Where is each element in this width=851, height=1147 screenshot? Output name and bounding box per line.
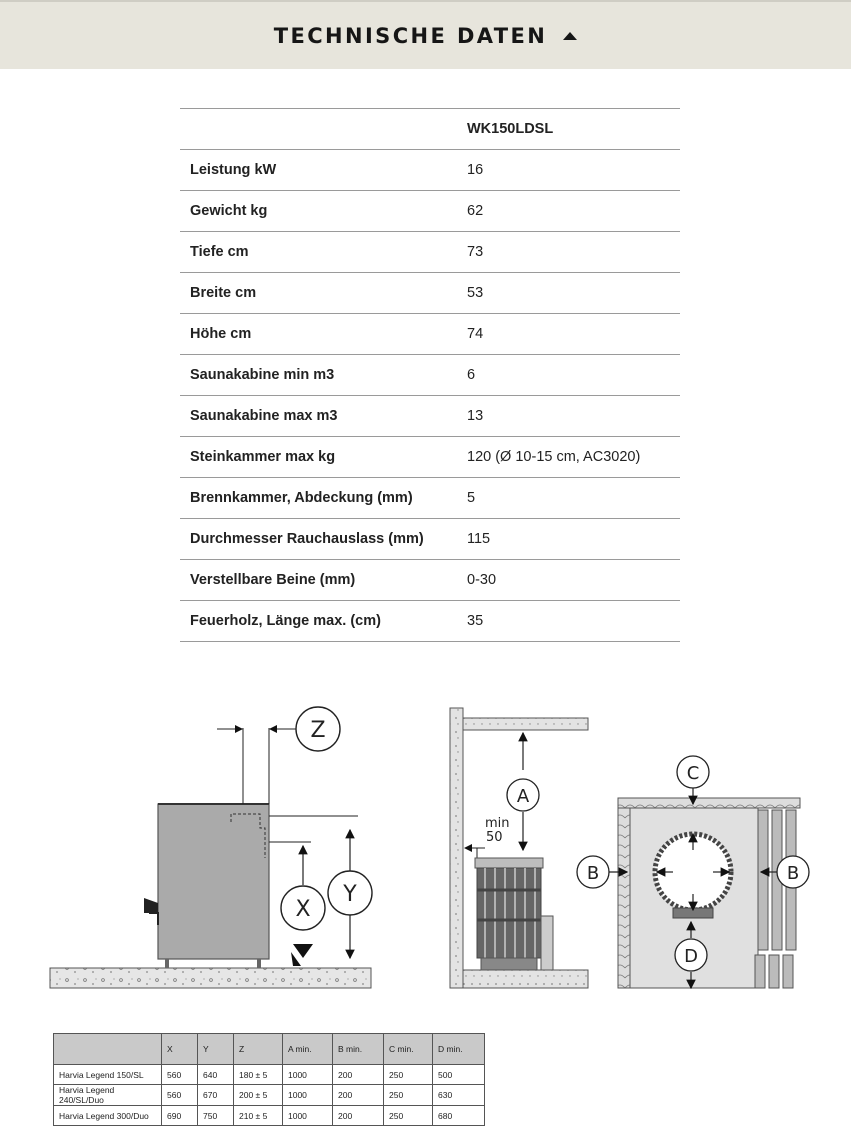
label-b-left-text: B xyxy=(586,863,600,884)
table-row xyxy=(180,437,680,478)
min-value-label: 50 xyxy=(486,830,503,845)
cell: 1000 xyxy=(283,1065,333,1085)
clearance-table xyxy=(53,1033,485,1126)
label-y-text: Y xyxy=(343,882,357,907)
column-header: X xyxy=(162,1034,198,1065)
spec-table xyxy=(180,108,680,642)
table-row xyxy=(180,355,680,396)
clearance-view-diagram xyxy=(450,708,588,988)
cell: 500 xyxy=(433,1065,485,1085)
cell: 560 xyxy=(162,1065,198,1085)
spec-label: Höhe cm xyxy=(180,314,457,355)
door-handle xyxy=(144,898,158,913)
cell: 210 ± 5 xyxy=(234,1106,283,1126)
spec-label: Durchmesser Rauchauslass (mm) xyxy=(180,519,457,560)
spec-header-row xyxy=(180,109,680,150)
spec-value: 16 xyxy=(457,150,680,191)
cell: 1000 xyxy=(283,1106,333,1126)
column-header: A min. xyxy=(283,1034,333,1065)
column-header: B min. xyxy=(333,1034,384,1065)
column-header: Z xyxy=(234,1034,283,1065)
model-name: Harvia Legend 150/SL xyxy=(54,1065,162,1085)
spec-value: 13 xyxy=(457,396,680,437)
table-row xyxy=(180,560,680,601)
table-row xyxy=(180,478,680,519)
label-d-text: D xyxy=(684,946,698,967)
table-row xyxy=(180,396,680,437)
stove-front xyxy=(477,868,541,958)
spec-label: Brennkammer, Abdeckung (mm) xyxy=(180,478,457,519)
floor xyxy=(50,968,371,988)
label-z-text: Z xyxy=(310,718,326,743)
model-name: Harvia Legend 240/SL/Duo xyxy=(54,1085,162,1106)
section-title: TECHNISCHE DATEN xyxy=(273,23,548,48)
spec-label: Gewicht kg xyxy=(180,191,457,232)
floor xyxy=(463,970,588,988)
caret-up-icon xyxy=(563,32,577,40)
section-header xyxy=(0,0,851,69)
ceiling xyxy=(463,718,588,730)
spec-label: Saunakabine max m3 xyxy=(180,396,457,437)
spec-value: 74 xyxy=(457,314,680,355)
spec-value: 120 (Ø 10-15 cm, AC3020) xyxy=(457,437,680,478)
table-row xyxy=(54,1106,485,1126)
cell: 250 xyxy=(384,1065,433,1085)
spec-label: Leistung kW xyxy=(180,150,457,191)
spec-value: 73 xyxy=(457,232,680,273)
cell: 250 xyxy=(384,1085,433,1106)
back-wall xyxy=(618,798,800,808)
table-row xyxy=(180,273,680,314)
cell: 180 ± 5 xyxy=(234,1065,283,1085)
cell: 1000 xyxy=(283,1085,333,1106)
spec-value: 115 xyxy=(457,519,680,560)
stove-stone-top xyxy=(475,858,543,868)
cell: 750 xyxy=(198,1106,234,1126)
side-wall xyxy=(450,708,463,988)
installation-diagram xyxy=(45,700,815,995)
side-view-diagram xyxy=(50,707,372,988)
spec-header-empty xyxy=(180,109,457,150)
table-row xyxy=(180,519,680,560)
cell: 690 xyxy=(162,1106,198,1126)
stove-body xyxy=(158,804,269,959)
table-header-row xyxy=(54,1034,485,1065)
cell: 200 xyxy=(333,1085,384,1106)
min-label: min xyxy=(485,816,510,831)
spec-label: Steinkammer max kg xyxy=(180,437,457,478)
model-name: Harvia Legend 300/Duo xyxy=(54,1106,162,1126)
cell: 560 xyxy=(162,1085,198,1106)
technical-data-toggle[interactable] xyxy=(274,24,578,48)
label-a-text: A xyxy=(516,786,530,807)
table-row xyxy=(180,191,680,232)
spec-value: 6 xyxy=(457,355,680,396)
header-empty xyxy=(54,1034,162,1065)
table-row xyxy=(54,1085,485,1106)
cell: 250 xyxy=(384,1106,433,1126)
spec-label: Saunakabine min m3 xyxy=(180,355,457,396)
cell: 200 ± 5 xyxy=(234,1085,283,1106)
table-row xyxy=(54,1065,485,1085)
column-header: D min. xyxy=(433,1034,485,1065)
cell: 640 xyxy=(198,1065,234,1085)
table-row xyxy=(180,314,680,355)
label-b-right-text: B xyxy=(786,863,800,884)
spec-value: 35 xyxy=(457,601,680,642)
left-wall xyxy=(618,798,630,988)
spec-label: Feuerholz, Länge max. (cm) xyxy=(180,601,457,642)
spec-label: Tiefe cm xyxy=(180,232,457,273)
column-header: Y xyxy=(198,1034,234,1065)
cell: 680 xyxy=(433,1106,485,1126)
cell: 200 xyxy=(333,1106,384,1126)
cell: 200 xyxy=(333,1065,384,1085)
spec-value: 62 xyxy=(457,191,680,232)
table-row xyxy=(180,232,680,273)
spec-value: 53 xyxy=(457,273,680,314)
spec-model-name: WK150LDSL xyxy=(457,109,680,150)
top-view-diagram xyxy=(577,756,809,988)
label-c-text: C xyxy=(686,763,700,784)
table-row xyxy=(180,150,680,191)
table-row xyxy=(180,601,680,642)
spec-label: Verstellbare Beine (mm) xyxy=(180,560,457,601)
spec-value: 5 xyxy=(457,478,680,519)
cell: 630 xyxy=(433,1085,485,1106)
label-x-text: X xyxy=(295,897,311,922)
cell: 670 xyxy=(198,1085,234,1106)
column-header: C min. xyxy=(384,1034,433,1065)
spec-label: Breite cm xyxy=(180,273,457,314)
spec-value: 0-30 xyxy=(457,560,680,601)
